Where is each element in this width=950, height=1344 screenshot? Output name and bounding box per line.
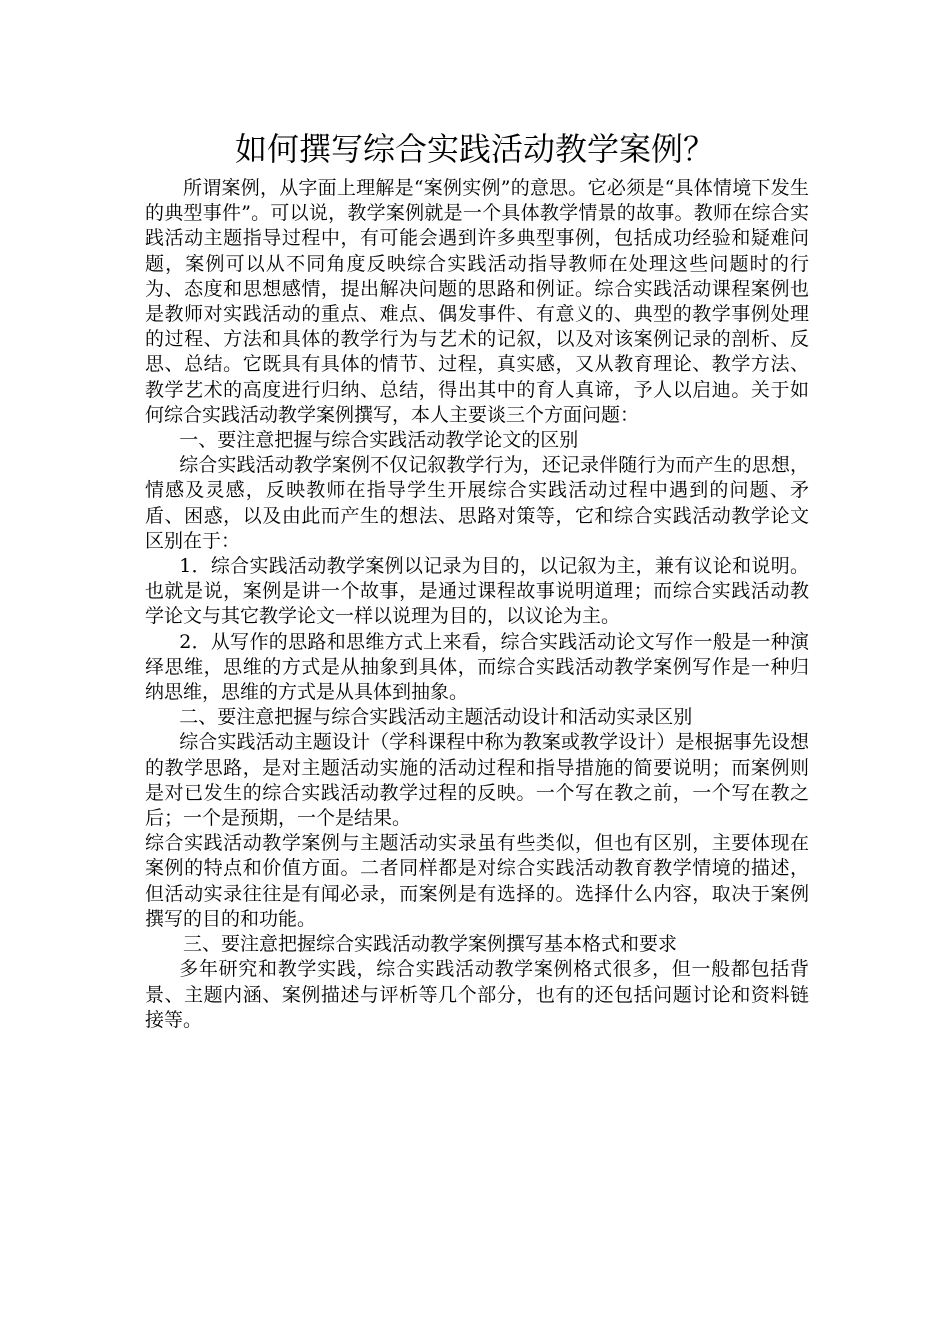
- document-body: [145, 176, 809, 1033]
- paragraph-section2-design: 综合实践活动主题设计（学科课程中称为教案或教学设计）是根据事先设想的教学思路，是对主题活动实施的活动过程和指导措施的简要说明；而案例则是对已发生的综合实践活动教学过程的反映。一个写在教之前，一个写在教之后；一个是预期，一个是结果。: [145, 731, 809, 830]
- paragraph-section1-intro: 综合实践活动教学案例不仅记叙教学行为，还记录伴随行为而产生的思想，情感及灵感，反映教师在指导学生开展综合实践活动过程中遇到的问题、矛盾、困惑，以及由此而产生的想法、思路对策等，它和综合实践活动教学论文区别在于：: [145, 454, 809, 552]
- section-heading-3: 三、要注意把握综合实践活动教学案例撰写基本格式和要求: [183, 933, 678, 956]
- document-title: 如何撰写综合实践活动教学案例？: [234, 130, 715, 168]
- paragraph-section2-record: 综合实践活动教学案例与主题活动实录虽有些类似，但也有区别，主要体现在案例的特点和价值方面。二者同样都是对综合实践活动教育教学情境的描述，但活动实录往往是有闻必录，而案例是有选择的。选择什么内容，取决于案例撰写的目的和功能。: [145, 832, 809, 930]
- paragraph-point-1: 1．综合实践活动教学案例以记录为目的，以记叙为主，兼有议论和说明。也就是说，案例是讲一个故事，是通过课程故事说明道理；而综合实践活动教学论文与其它教学论文一样以说理为目的，以议论为主。: [145, 555, 809, 628]
- paragraph-intro: 所谓案例，从字面上理解是“案例实例”的意思。它必须是“具体情境下发生的典型事件”。可以说，教学案例就是一个具体教学情景的故事。教师在综合实践活动主题指导过程中，有可能会遇到许多典型事例，包括成功经验和疑难问题，案例可以从不同角度反映综合实践活动指导教师在处理这些问题时的行为、态度和思想感情，提出解决问题的思路和例证。综合实践活动课程案例也是教师对实践活动的重点、难点、偶发事件、有意义的、典型的教学事例处理的过程、方法和具体的教学行为与艺术的记叙，以及对该案例记录的剖析、反思、总结。它既具有具体的情节、过程，真实感，又从教育理论、教学方法、教学艺术的高度进行归纳、总结，得出其中的育人真谛，予人以启迪。关于如何综合实践活动教学案例撰写，本人主要谈三个方面问题：: [145, 177, 809, 426]
- paragraph-point-2: 2．从写作的思路和思维方式上来看，综合实践活动论文写作一般是一种演绎思维，思维的方式是从抽象到具体，而综合实践活动教学案例写作是一种归纳思维，思维的方式是从具体到抽象。: [145, 630, 809, 704]
- section-heading-2: 二、要注意把握与综合实践活动主题活动设计和活动实录区别: [179, 706, 693, 729]
- paragraph-section3: 多年研究和教学实践，综合实践活动教学案例格式很多，但一般都包括背景、主题内涵、案例描述与评析等几个部分，也有的还包括问题讨论和资料链接等。: [145, 958, 809, 1031]
- section-heading-1: 一、要注意把握与综合实践活动教学论文的区别: [179, 429, 579, 452]
